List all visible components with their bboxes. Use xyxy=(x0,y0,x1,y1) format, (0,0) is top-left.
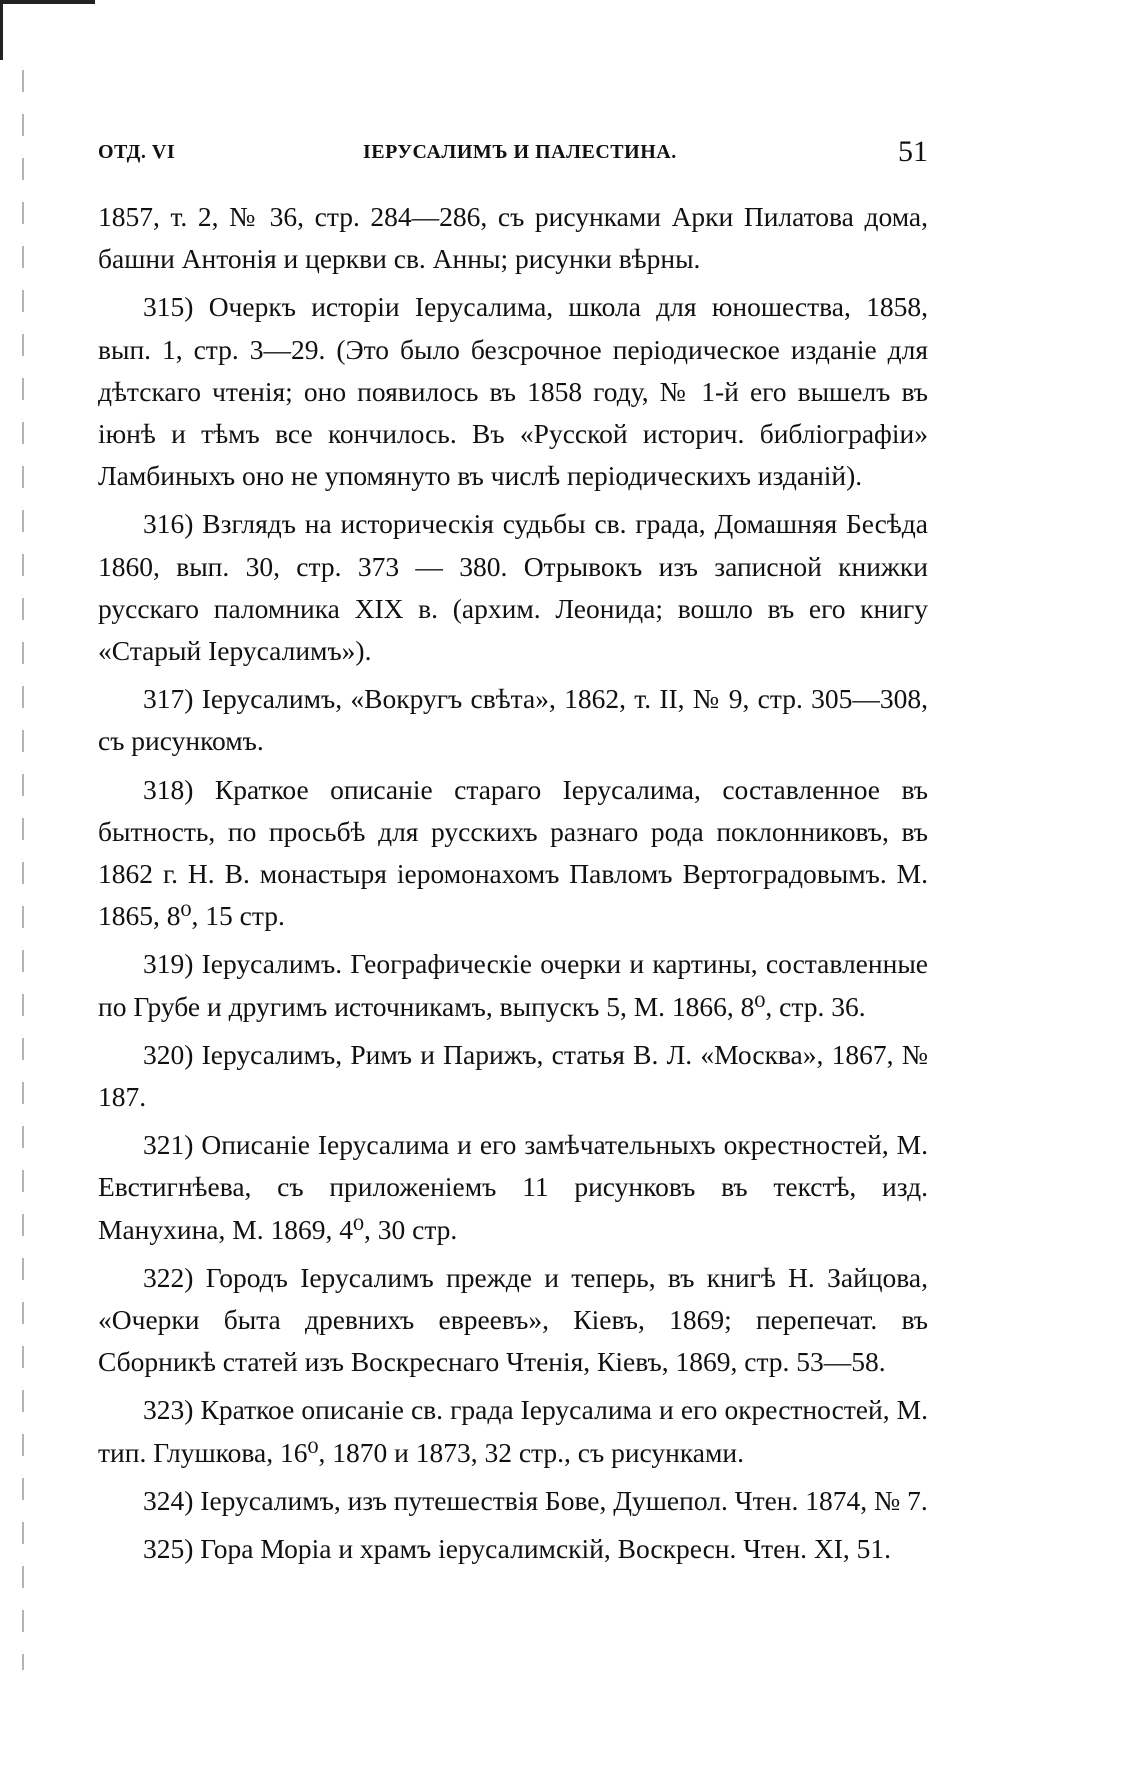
entry-315: 315) Очеркъ исторіи Іерусалима, школа для юношества, 1858, вып. 1, стр. 3—29. (Это было безсрочное періодическое изданіе для дѣтскаго чтенія; оно появилось въ 1858 году, № 1-й его вышелъ въ іюнѣ и тѣмъ все кончилось. Въ «Русской историч. библіографіи» Ламбиныхъ оно не упомянуто въ числѣ періодическихъ изданій). xyxy=(98,291,928,492)
entry-320: 320) Іерусалимъ, Римъ и Парижъ, статья В. Л. «Москва», 1867, № 187. xyxy=(98,1038,928,1113)
entry-325: 325) Гора Моріа и храмъ іерусалимскій, Воскресн. Чтен. XI, 51. xyxy=(143,1533,891,1565)
entry-322: 322) Городъ Іерусалимъ прежде и теперь, въ книгѣ Н. Зайцова, «Очерки быта древнихъ евреевъ», Кіевъ, 1869; перепечат. въ Сборникѣ статей изъ Воскреснаго Чтенія, Кіевъ, 1869, стр. 53—58. xyxy=(98,1261,928,1378)
entry-324: 324) Іерусалимъ, изъ путешествія Бове, Душепол. Чтен. 1874, № 7. xyxy=(143,1484,928,1516)
running-head xyxy=(98,135,928,175)
entry-319: 319) Іерусалимъ. Географическіе очерки и картины, составленные по Грубе и другимъ источникамъ, выпускъ 5, М. 1866, 8⁰, стр. 36. xyxy=(98,948,928,1022)
page-heading: ІЕРУСАЛИМЪ И ПАЛЕСТИНА. xyxy=(363,141,677,163)
scan-edge-margin xyxy=(22,70,24,1670)
scan-edge-left xyxy=(0,0,3,60)
entry-323: 323) Краткое описаніе св. града Іерусалима и его окрестностей, М. тип. Глушкова, 16⁰, 1870 и 1873, 32 стр., съ рисунками. xyxy=(98,1394,928,1468)
section-label: ОТД. VI xyxy=(98,141,176,163)
entry-continuation: 1857, т. 2, № 36, стр. 284—286, съ рисунками Арки Пилатова дома, башни Антонія и церкви св. Анны; рисунки вѣрны. xyxy=(98,201,928,275)
entry-321: 321) Описаніе Іерусалима и его замѣчательныхъ окрестностей, М. Евстигнѣева, съ приложеніемъ 11 рисунковъ въ текстѣ, изд. Манухина, М. 1869, 4⁰, 30 стр. xyxy=(98,1129,928,1245)
entry-317: 317) Іерусалимъ, «Вокругъ свѣта», 1862, т. II, № 9, стр. 305—308, съ рисункомъ. xyxy=(98,683,928,757)
bibliography-text xyxy=(98,196,928,1576)
page-number: 51 xyxy=(898,135,928,168)
scan-edge-top xyxy=(0,0,95,4)
entry-316: 316) Взглядъ на историческія судьбы св. града, Домашняя Бесѣда 1860, вып. 30, стр. 373 — 380. Отрывокъ изъ записной книжки русскаго паломника XIX в. (архим. Леонида; вошло въ его книгу «Старый Іерусалимъ»). xyxy=(98,508,928,667)
entry-318: 318) Краткое описаніе стараго Іерусалима, составленное въ бытность, по просьбѣ для русскихъ разнаго рода поклонниковъ, въ 1862 г. Н. В. монастыря іеромонахомъ Павломъ Вертоградовымъ. М. 1865, 8⁰, 15 стр. xyxy=(98,773,928,932)
